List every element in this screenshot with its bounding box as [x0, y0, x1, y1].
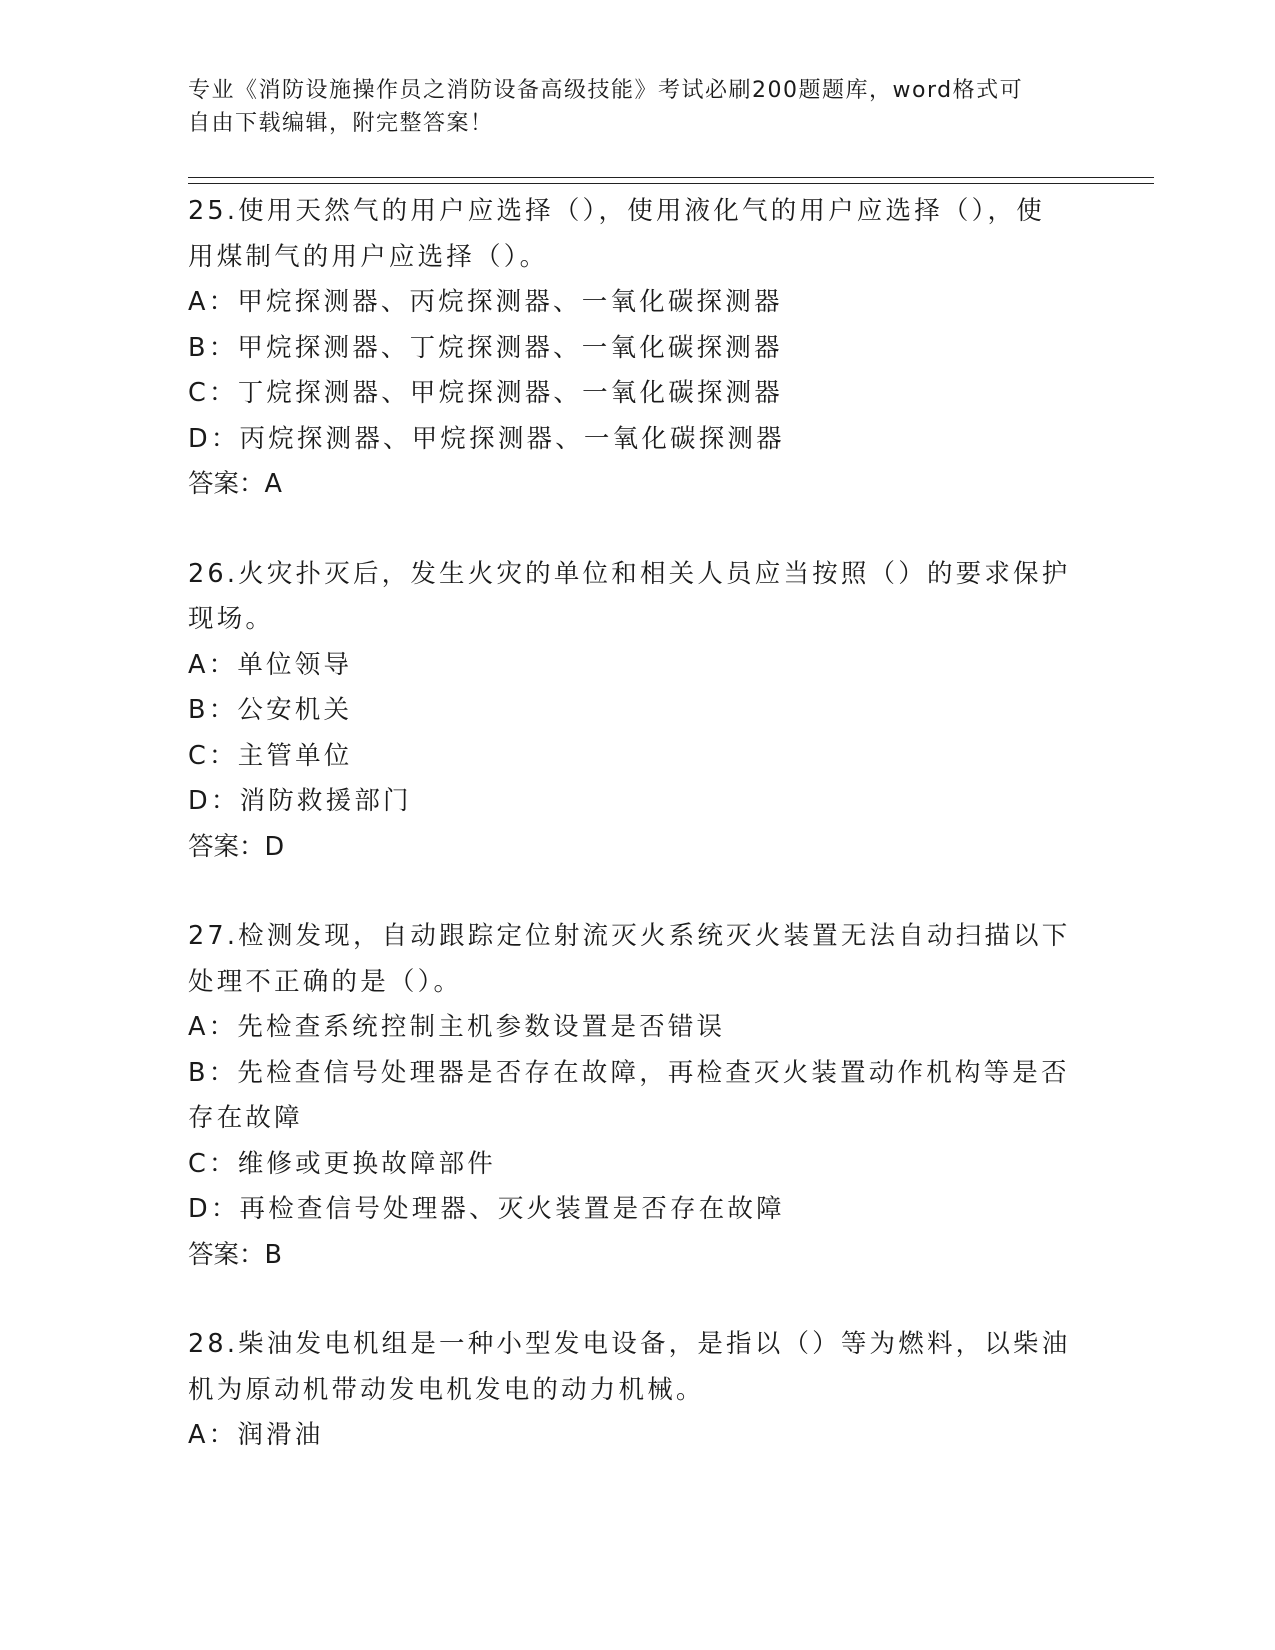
question-item	[188, 189, 1088, 508]
option-line: A：单位领导	[188, 649, 353, 680]
question-stem-line: 机为原动机带动发电机发电的动力机械。	[188, 1374, 705, 1405]
question-stem-line: 25.使用天然气的用户应选择（），使用液化气的用户应选择（），使	[188, 196, 1045, 226]
header-divider-bottom	[188, 183, 1154, 184]
header-line-1: 专业《消防设施操作员之消防设备高级技能》考试必刷200题题库，word格式可	[188, 78, 1024, 103]
option-line: B：公安机关	[188, 695, 353, 725]
question-item	[188, 1322, 1088, 1459]
option-line: D：再检查信号处理器、灭火装置是否存在故障	[188, 1194, 785, 1224]
option-line: A：润滑油	[188, 1420, 324, 1450]
option-line: C：主管单位	[188, 740, 353, 771]
question-item	[188, 914, 1088, 1278]
answer-line: 答案：D	[188, 831, 285, 862]
option-line: A：甲烷探测器、丙烷探测器、一氧化碳探测器	[188, 287, 783, 317]
question-stem-line: 现场。	[188, 604, 275, 634]
option-line: D：消防救援部门	[188, 786, 412, 816]
answer-line: 答案：B	[188, 1239, 282, 1270]
header-divider-top	[188, 177, 1154, 178]
option-line: C：维修或更换故障部件	[188, 1148, 497, 1179]
option-line: B：甲烷探测器、丁烷探测器、一氧化碳探测器	[188, 332, 783, 363]
option-line: A：先检查系统控制主机参数设置是否错误	[188, 1012, 726, 1042]
option-line: 存在故障	[188, 1103, 303, 1133]
option-line: C：丁烷探测器、甲烷探测器、一氧化碳探测器	[188, 378, 784, 408]
header-line-2: 自由下载编辑，附完整答案！	[188, 111, 494, 136]
answer-line: 答案：A	[188, 469, 282, 499]
question-item	[188, 552, 1088, 871]
question-stem-line: 27.检测发现，自动跟踪定位射流灭火系统灭火装置无法自动扫描以下	[188, 921, 1071, 951]
option-line: B：先检查信号处理器是否存在故障，再检查灭火装置动作机构等是否	[188, 1057, 1070, 1088]
question-stem-line: 26.火灾扑灭后，发生火灾的单位和相关人员应当按照（）的要求保护	[188, 558, 1071, 589]
document-header	[188, 74, 1088, 140]
question-stem-line: 处理不正确的是（）。	[188, 966, 463, 997]
question-stem-line: 用煤制气的用户应选择（）。	[188, 241, 549, 272]
question-list	[188, 189, 1088, 1503]
option-line: D：丙烷探测器、甲烷探测器、一氧化碳探测器	[188, 423, 785, 454]
question-stem-line: 28.柴油发电机组是一种小型发电设备，是指以（）等为燃料，以柴油	[188, 1329, 1071, 1359]
